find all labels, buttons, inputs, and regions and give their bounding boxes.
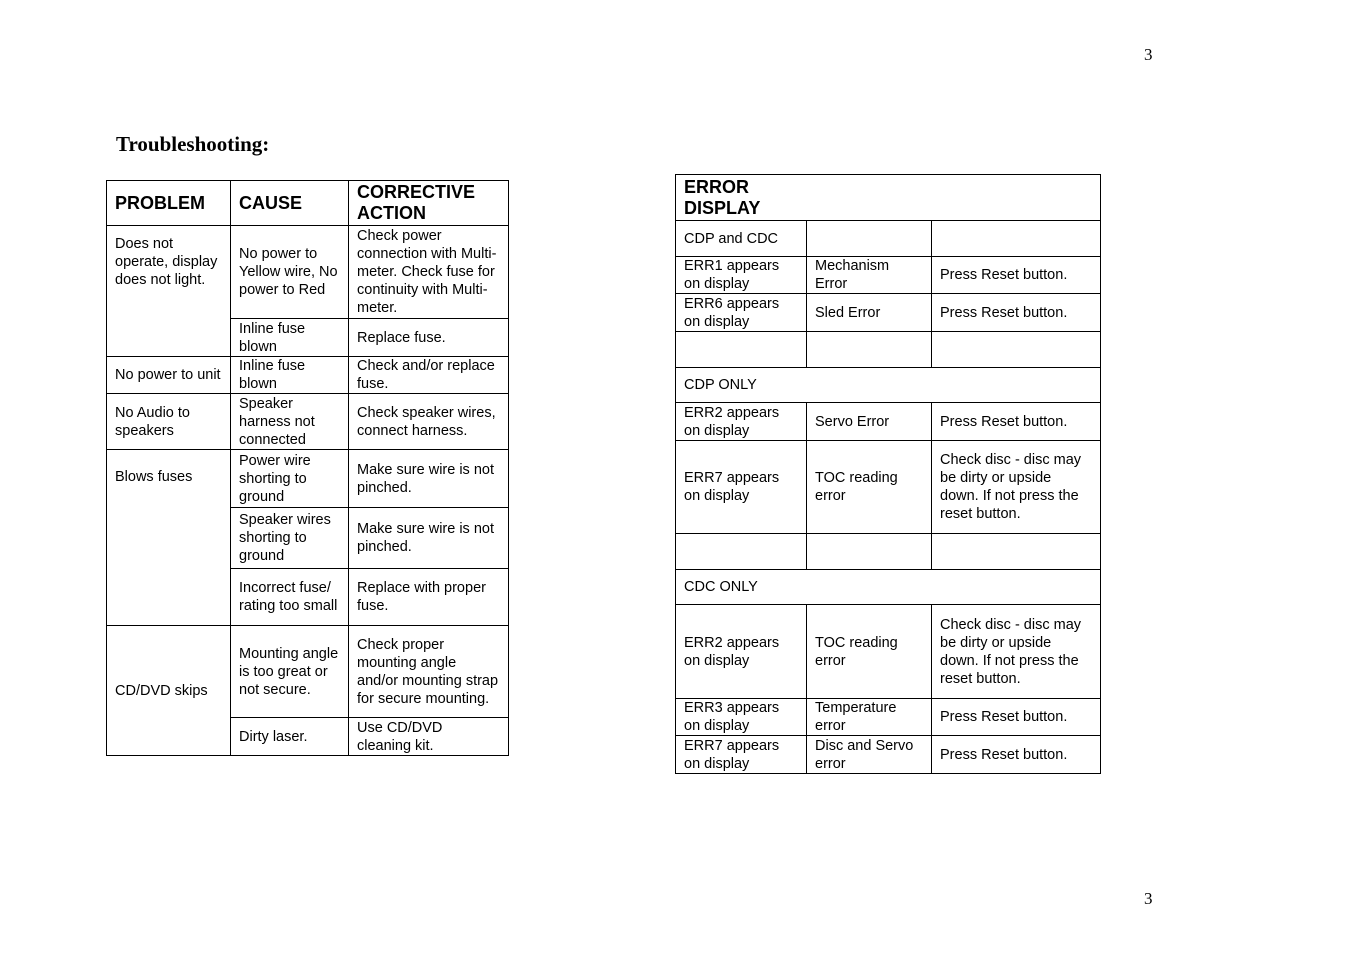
empty-cell xyxy=(676,534,807,570)
action-cell: Press Reset button. xyxy=(932,699,1101,736)
problem-cell: No Audio to speakers xyxy=(107,394,231,450)
action-cell: Press Reset button. xyxy=(932,294,1101,332)
cause-cell: No power to Yellow wire, No power to Red xyxy=(231,226,349,319)
action-cell: Check disc - disc may be dirty or upside down. If not press the reset button. xyxy=(932,441,1101,534)
problem-cell: No power to unit xyxy=(107,357,231,394)
action-cell: Check proper mounting angle and/or mounting strap for secure mounting. xyxy=(349,626,509,718)
display-cell: ERR2 appears on display xyxy=(676,403,807,441)
cause-cell: Inline fuse blown xyxy=(231,319,349,357)
section-label: CDP ONLY xyxy=(676,368,1101,403)
cause-cell: Dirty laser. xyxy=(231,718,349,756)
cause-cell: Power wire shorting to ground xyxy=(231,450,349,508)
action-cell: Check speaker wires, connect harness. xyxy=(349,394,509,450)
action-cell: Check and/or replace fuse. xyxy=(349,357,509,394)
empty-cell xyxy=(807,221,932,257)
empty-cell xyxy=(676,332,807,368)
cause-cell: Speaker wires shorting to ground xyxy=(231,508,349,569)
action-cell: Replace fuse. xyxy=(349,319,509,357)
empty-cell xyxy=(807,332,932,368)
cause-cell: Inline fuse blown xyxy=(231,357,349,394)
action-cell: Press Reset button. xyxy=(932,403,1101,441)
action-cell: Use CD/DVD cleaning kit. xyxy=(349,718,509,756)
display-cell: ERR7 appears on display xyxy=(676,441,807,534)
problem-cell: Blows fuses xyxy=(107,450,231,626)
cause-cell: Mechanism Error xyxy=(807,257,932,294)
cause-cell: Disc and Servo error xyxy=(807,736,932,774)
action-cell: Make sure wire is not pinched. xyxy=(349,508,509,569)
display-cell: ERR1 appears on display xyxy=(676,257,807,294)
display-cell: ERR7 appears on display xyxy=(676,736,807,774)
cause-cell: Mounting angle is too great or not secure. xyxy=(231,626,349,718)
cause-cell: TOC reading error xyxy=(807,605,932,699)
display-cell: ERR2 appears on display xyxy=(676,605,807,699)
action-cell: Press Reset button. xyxy=(932,257,1101,294)
header-corrective-action: CORRECTIVE ACTION xyxy=(349,181,509,226)
page-number-bottom: 3 xyxy=(1144,889,1153,908)
header-problem: PROBLEM xyxy=(107,181,231,226)
display-cell: ERR3 appears on display xyxy=(676,699,807,736)
cause-cell: TOC reading error xyxy=(807,441,932,534)
display-cell: ERR6 appears on display xyxy=(676,294,807,332)
empty-cell xyxy=(932,534,1101,570)
action-cell: Make sure wire is not pinched. xyxy=(349,450,509,508)
action-cell: Replace with proper fuse. xyxy=(349,569,509,626)
cause-cell: Sled Error xyxy=(807,294,932,332)
action-cell: Press Reset button. xyxy=(932,736,1101,774)
action-cell: Check disc - disc may be dirty or upside down. If not press the reset button. xyxy=(932,605,1101,699)
problem-cell: Does not operate, display does not light. xyxy=(107,226,231,357)
empty-cell xyxy=(932,332,1101,368)
troubleshooting-table xyxy=(106,180,509,756)
section-label: CDC ONLY xyxy=(676,570,1101,605)
header-cause: CAUSE xyxy=(231,181,349,226)
cause-cell: Temperature error xyxy=(807,699,932,736)
cause-cell: Speaker harness not connected xyxy=(231,394,349,450)
error-display-table xyxy=(675,174,1101,774)
action-cell: Check power connection with Multi-meter. Check fuse for continuity with Multi-meter. xyxy=(349,226,509,319)
empty-cell xyxy=(807,534,932,570)
page-title: Troubleshooting: xyxy=(116,132,270,156)
problem-cell: CD/DVD skips xyxy=(107,626,231,756)
cause-cell: Incorrect fuse/ rating too small xyxy=(231,569,349,626)
empty-cell xyxy=(932,221,1101,257)
section-label: CDP and CDC xyxy=(676,221,807,257)
header-error-display: ERROR DISPLAY xyxy=(676,175,1101,221)
cause-cell: Servo Error xyxy=(807,403,932,441)
page-number-top: 3 xyxy=(1144,45,1153,64)
